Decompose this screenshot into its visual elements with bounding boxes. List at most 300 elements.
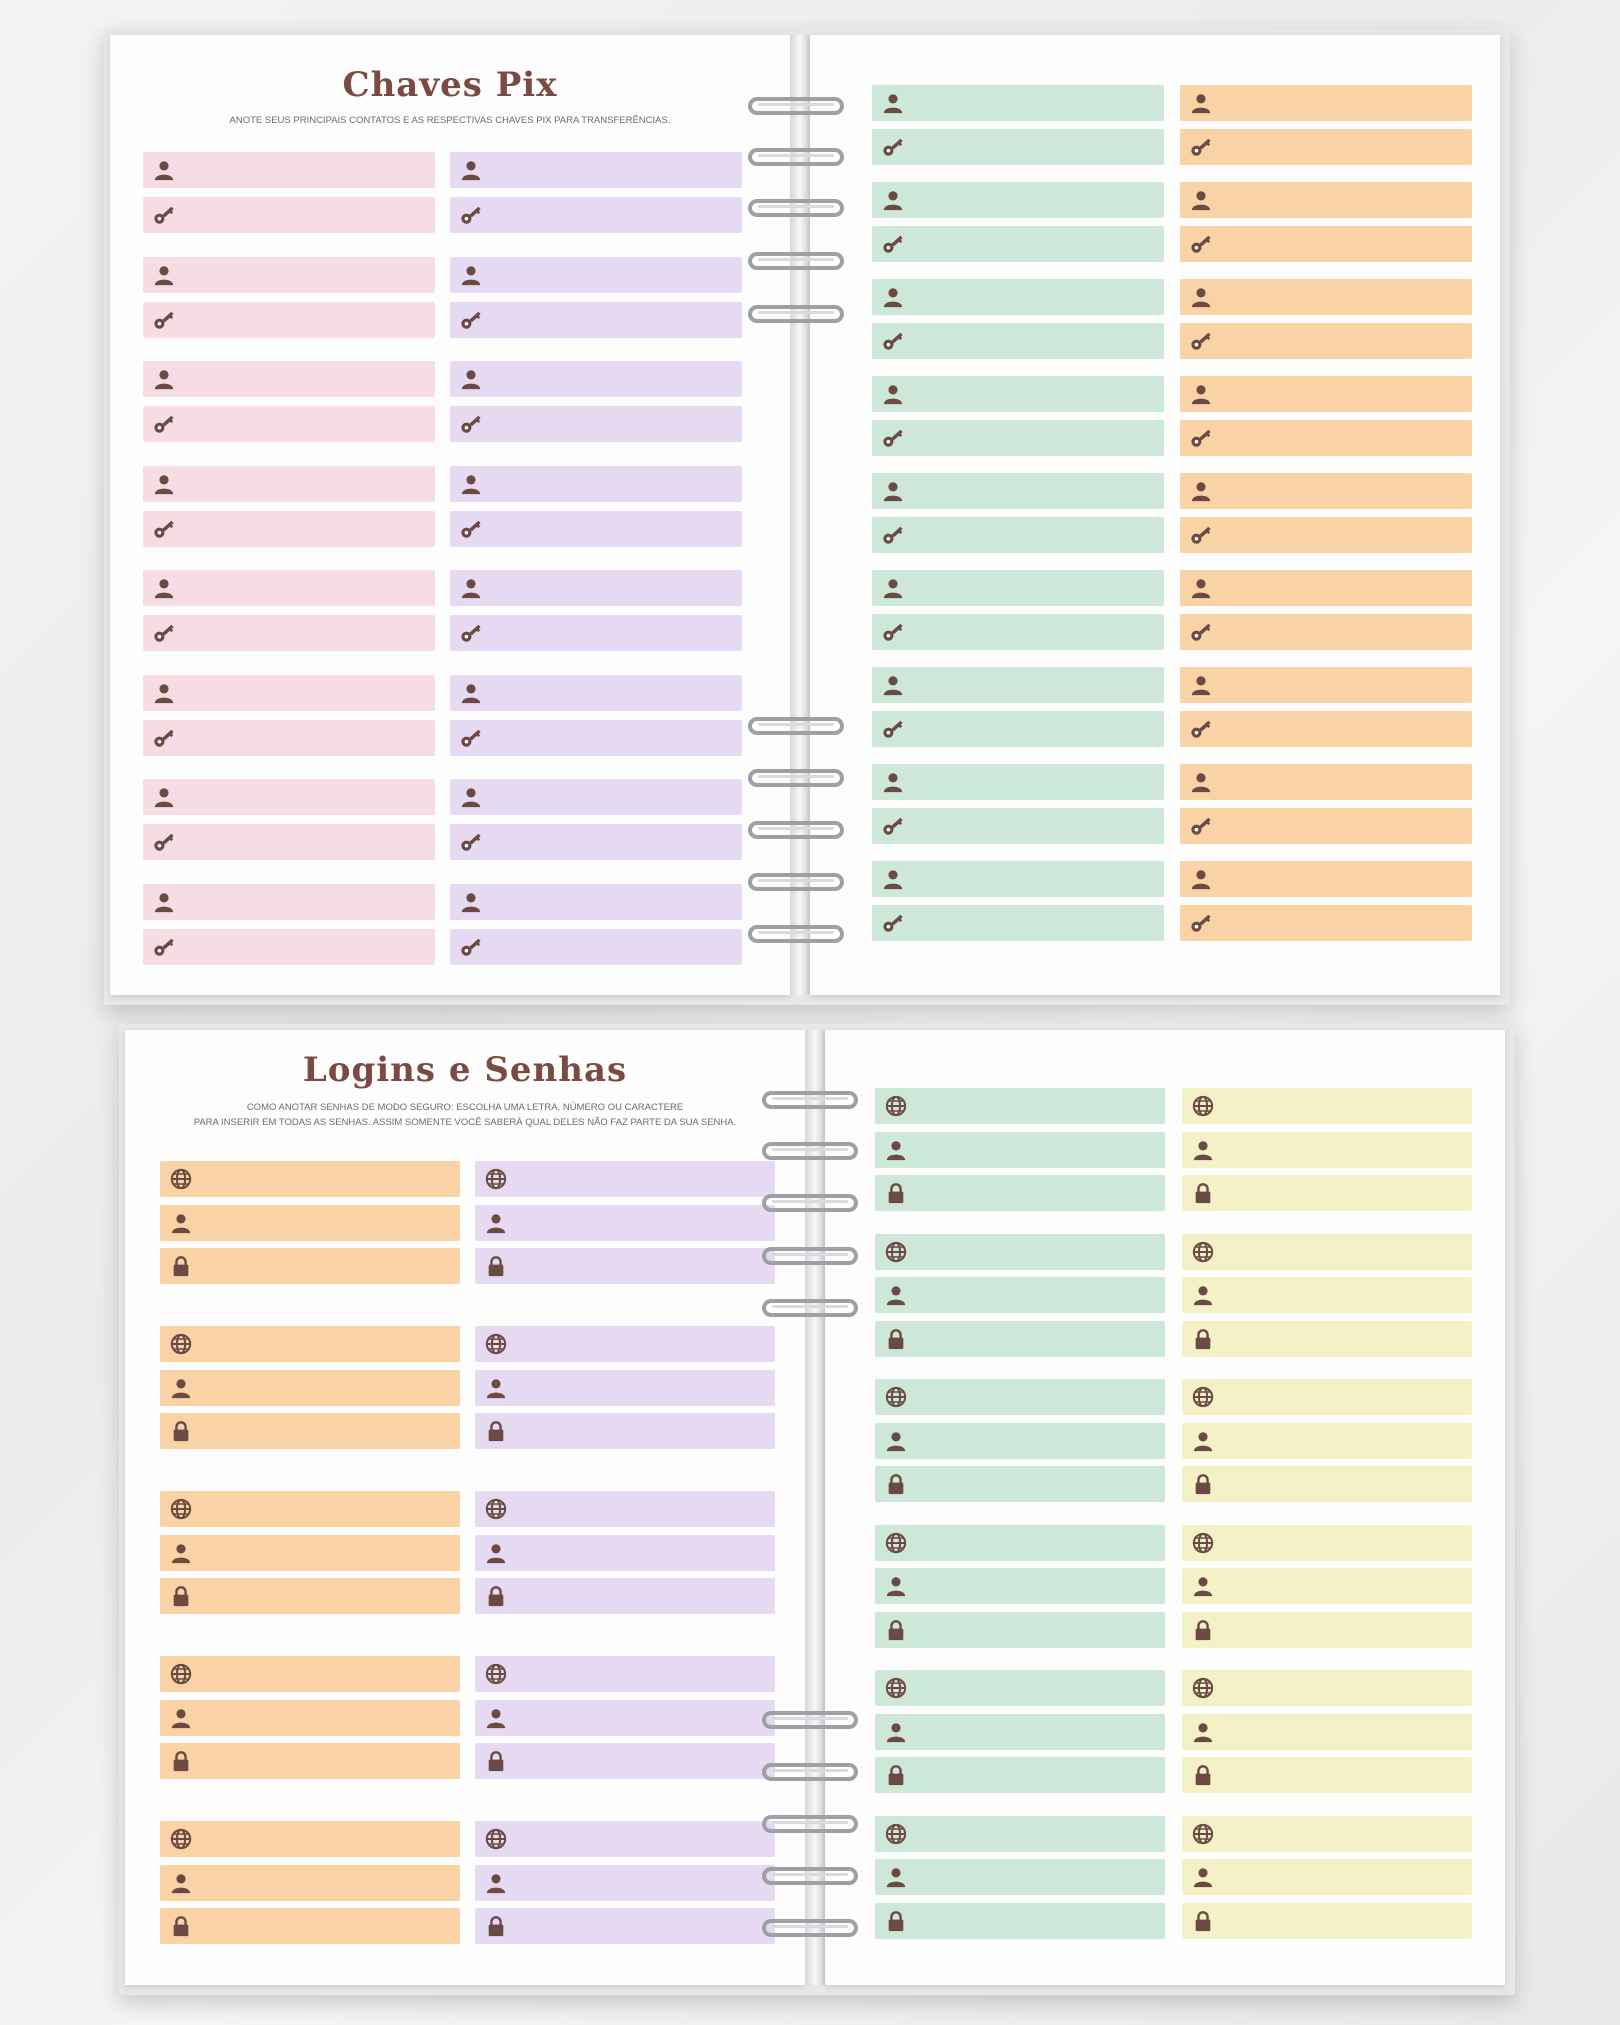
key-field[interactable] [1180,226,1472,262]
user-icon [885,1430,907,1452]
user-field[interactable] [450,257,742,293]
user-field[interactable] [143,675,435,711]
globe-field[interactable] [875,1234,1165,1270]
key-field[interactable] [143,302,435,338]
user-icon [153,577,175,599]
lock-field[interactable] [1182,1903,1472,1939]
globe-field[interactable] [875,1379,1165,1415]
user-field[interactable] [143,570,435,606]
user-icon [1190,383,1212,405]
key-icon [1190,233,1212,255]
user-icon [485,1707,507,1729]
key-icon [460,936,482,958]
user-icon [170,1542,192,1564]
lock-field[interactable] [160,1908,460,1944]
binding-ring [762,1299,858,1317]
binding-ring [762,1247,858,1265]
globe-icon [170,1828,192,1850]
key-icon [153,936,175,958]
globe-icon [885,1241,907,1263]
user-icon [1190,286,1212,308]
globe-icon [170,1168,192,1190]
spine [790,35,810,995]
user-icon [460,264,482,286]
key-icon [882,621,904,643]
user-field[interactable] [875,1132,1165,1168]
globe-field[interactable] [160,1326,460,1362]
logins-left-page [125,1030,805,1985]
logins-right-page [825,1030,1505,1985]
user-field[interactable] [143,884,435,920]
key-icon [460,622,482,644]
key-icon [1190,136,1212,158]
user-field[interactable] [872,85,1164,121]
globe-icon [170,1333,192,1355]
key-icon [1190,427,1212,449]
binding-ring [762,1867,858,1885]
user-icon [882,868,904,890]
key-field[interactable] [143,197,435,233]
globe-icon [485,1498,507,1520]
user-field[interactable] [875,1277,1165,1313]
globe-field[interactable] [475,1326,775,1362]
user-icon [882,92,904,114]
user-field[interactable] [1180,376,1472,412]
user-icon [170,1707,192,1729]
binding-ring [748,252,844,270]
user-icon [485,1872,507,1894]
user-field[interactable] [160,1205,460,1241]
binding-ring [762,1815,858,1833]
key-field[interactable] [450,406,742,442]
user-icon [1192,1430,1214,1452]
lock-field[interactable] [475,1413,775,1449]
pix-left-page [110,35,790,995]
user-field[interactable] [872,861,1164,897]
user-field[interactable] [450,152,742,188]
key-field[interactable] [450,929,742,965]
user-icon [153,264,175,286]
user-field[interactable] [160,1700,460,1736]
globe-field[interactable] [160,1491,460,1527]
globe-field[interactable] [1182,1816,1472,1852]
lock-field[interactable] [475,1578,775,1614]
globe-field[interactable] [1182,1525,1472,1561]
user-field[interactable] [160,1370,460,1406]
globe-field[interactable] [160,1656,460,1692]
globe-icon [170,1663,192,1685]
user-field[interactable] [1180,85,1472,121]
user-field[interactable] [872,279,1164,315]
globe-icon [1192,1095,1214,1117]
lock-field[interactable] [1182,1612,1472,1648]
key-field[interactable] [1180,905,1472,941]
lock-field[interactable] [1182,1757,1472,1793]
lock-icon [885,1182,907,1204]
user-field[interactable] [1182,1714,1472,1750]
user-field[interactable] [875,1859,1165,1895]
key-icon [882,718,904,740]
user-field[interactable] [143,466,435,502]
user-field[interactable] [1180,182,1472,218]
user-field[interactable] [450,884,742,920]
user-field[interactable] [475,1700,775,1736]
globe-field[interactable] [875,1088,1165,1124]
globe-field[interactable] [475,1656,775,1692]
user-icon [1192,1575,1214,1597]
key-icon [460,413,482,435]
key-field[interactable] [143,406,435,442]
user-icon [170,1377,192,1399]
key-icon [153,309,175,331]
lock-field[interactable] [1182,1466,1472,1502]
key-icon [1190,621,1212,643]
user-icon [153,473,175,495]
user-icon [1190,868,1212,890]
globe-field[interactable] [1182,1670,1472,1706]
binding-ring [748,769,844,787]
globe-icon [1192,1823,1214,1845]
key-icon [153,518,175,540]
key-field[interactable] [1180,517,1472,553]
user-icon [885,1139,907,1161]
globe-icon [1192,1677,1214,1699]
user-icon [1190,189,1212,211]
key-icon [153,413,175,435]
key-icon [882,330,904,352]
key-field[interactable] [450,302,742,338]
key-field[interactable] [450,720,742,756]
user-icon [170,1212,192,1234]
key-icon [1190,330,1212,352]
key-icon [153,727,175,749]
user-field[interactable] [450,466,742,502]
user-icon [153,786,175,808]
globe-field[interactable] [160,1161,460,1197]
key-field[interactable] [872,420,1164,456]
globe-icon [485,1828,507,1850]
user-icon [485,1212,507,1234]
key-icon [1190,815,1212,837]
user-icon [460,682,482,704]
user-icon [1192,1284,1214,1306]
key-icon [882,427,904,449]
globe-icon [170,1498,192,1520]
user-icon [1192,1721,1214,1743]
user-icon [1190,577,1212,599]
globe-field[interactable] [875,1670,1165,1706]
key-icon [1190,912,1212,934]
page-subtitle: ANOTE SEUS PRINCIPAIS CONTATOS E AS RESPECTIVAS CHAVES PIX PARA TRANSFERÊNCIAS. [229,115,671,126]
key-field[interactable] [872,905,1164,941]
user-icon [882,286,904,308]
lock-field[interactable] [875,1903,1165,1939]
key-icon [153,831,175,853]
key-field[interactable] [872,323,1164,359]
lock-icon [1192,1473,1214,1495]
globe-icon [885,1823,907,1845]
binding-ring [762,1142,858,1160]
user-field[interactable] [450,675,742,711]
key-field[interactable] [872,614,1164,650]
lock-field[interactable] [1182,1321,1472,1357]
key-field[interactable] [450,615,742,651]
globe-icon [885,1386,907,1408]
lock-field[interactable] [160,1248,460,1284]
globe-field[interactable] [875,1816,1165,1852]
lock-field[interactable] [160,1413,460,1449]
lock-icon [1192,1619,1214,1641]
user-field[interactable] [1182,1423,1472,1459]
user-field[interactable] [450,361,742,397]
key-field[interactable] [1180,420,1472,456]
user-icon [885,1866,907,1888]
lock-field[interactable] [875,1757,1165,1793]
globe-icon [1192,1241,1214,1263]
key-icon [1190,718,1212,740]
globe-icon [485,1663,507,1685]
lock-icon [170,1420,192,1442]
binding-ring [748,717,844,735]
key-icon [882,815,904,837]
user-field[interactable] [872,764,1164,800]
spine [805,1030,825,1985]
user-icon [460,473,482,495]
user-field[interactable] [1180,473,1472,509]
key-field[interactable] [450,197,742,233]
user-icon [170,1872,192,1894]
lock-field[interactable] [1182,1175,1472,1211]
key-icon [460,204,482,226]
lock-icon [885,1328,907,1350]
lock-field[interactable] [475,1743,775,1779]
globe-field[interactable] [160,1821,460,1857]
key-field[interactable] [1180,614,1472,650]
binding-ring [762,1919,858,1937]
user-field[interactable] [475,1205,775,1241]
globe-field[interactable] [1182,1379,1472,1415]
user-field[interactable] [872,473,1164,509]
globe-icon [885,1677,907,1699]
user-field[interactable] [1180,279,1472,315]
globe-field[interactable] [475,1161,775,1197]
lock-icon [885,1910,907,1932]
key-field[interactable] [1180,129,1472,165]
key-field[interactable] [872,711,1164,747]
binding-ring [748,305,844,323]
lock-icon [170,1585,192,1607]
lock-icon [1192,1910,1214,1932]
globe-field[interactable] [475,1821,775,1857]
user-field[interactable] [143,779,435,815]
user-icon [153,368,175,390]
globe-icon [885,1095,907,1117]
key-field[interactable] [143,824,435,860]
key-field[interactable] [143,511,435,547]
page-subtitle: COMO ANOTAR SENHAS DE MODO SEGURO: ESCOLHA UMA LETRA, NÚMERO OU CARACTERE PARA INSERIR EM TODAS AS SENHAS. ASSIM SOMENTE VOCÊ SABERÁ QUAL DELES NÃO FAZ PARTE DA SUA SENHA. [193,1102,737,1128]
key-field[interactable] [872,226,1164,262]
user-icon [153,891,175,913]
key-field[interactable] [143,720,435,756]
lock-field[interactable] [475,1248,775,1284]
binding-ring [748,925,844,943]
user-icon [885,1284,907,1306]
lock-icon [1192,1182,1214,1204]
pix-spread [110,35,1500,995]
key-icon [460,309,482,331]
lock-icon [885,1473,907,1495]
key-field[interactable] [872,129,1164,165]
user-icon [882,189,904,211]
user-icon [882,771,904,793]
lock-icon [1192,1328,1214,1350]
lock-icon [1192,1764,1214,1786]
user-field[interactable] [875,1423,1165,1459]
user-field[interactable] [1182,1568,1472,1604]
user-field[interactable] [872,182,1164,218]
page-title: Chaves Pix [342,65,558,105]
user-field[interactable] [875,1714,1165,1750]
binding-ring [762,1711,858,1729]
globe-icon [1192,1532,1214,1554]
user-icon [885,1575,907,1597]
user-field[interactable] [450,570,742,606]
key-icon [460,518,482,540]
user-field[interactable] [1180,764,1472,800]
lock-field[interactable] [875,1321,1165,1357]
user-field[interactable] [1180,570,1472,606]
binding-ring [762,1091,858,1109]
globe-icon [485,1168,507,1190]
key-icon [153,204,175,226]
lock-icon [885,1619,907,1641]
key-field[interactable] [872,808,1164,844]
user-icon [1190,771,1212,793]
user-field[interactable] [160,1865,460,1901]
user-field[interactable] [475,1535,775,1571]
key-field[interactable] [143,929,435,965]
user-field[interactable] [143,361,435,397]
key-field[interactable] [1180,323,1472,359]
lock-field[interactable] [160,1743,460,1779]
lock-icon [485,1420,507,1442]
lock-field[interactable] [875,1466,1165,1502]
key-field[interactable] [872,517,1164,553]
user-icon [1190,674,1212,696]
logins-spread [125,1030,1505,1985]
user-field[interactable] [1182,1859,1472,1895]
user-icon [882,577,904,599]
key-icon [1190,524,1212,546]
lock-field[interactable] [475,1908,775,1944]
binding-ring [748,199,844,217]
user-icon [153,682,175,704]
key-field[interactable] [143,615,435,651]
globe-icon [485,1333,507,1355]
key-icon [882,912,904,934]
user-icon [485,1377,507,1399]
globe-field[interactable] [1182,1234,1472,1270]
user-field[interactable] [475,1370,775,1406]
lock-icon [170,1255,192,1277]
binding-ring [762,1763,858,1781]
user-field[interactable] [1182,1132,1472,1168]
user-icon [460,368,482,390]
globe-field[interactable] [1182,1088,1472,1124]
lock-icon [485,1750,507,1772]
user-field[interactable] [475,1865,775,1901]
user-icon [460,891,482,913]
user-field[interactable] [143,257,435,293]
user-field[interactable] [875,1568,1165,1604]
globe-field[interactable] [875,1525,1165,1561]
lock-field[interactable] [875,1612,1165,1648]
user-field[interactable] [160,1535,460,1571]
lock-icon [485,1585,507,1607]
lock-icon [485,1255,507,1277]
lock-icon [485,1915,507,1937]
key-field[interactable] [450,511,742,547]
user-icon [1192,1866,1214,1888]
user-icon [882,383,904,405]
binding-ring [748,97,844,115]
user-field[interactable] [1180,667,1472,703]
pix-right-page [810,35,1500,995]
user-field[interactable] [872,376,1164,412]
binding-ring [748,821,844,839]
lock-field[interactable] [875,1175,1165,1211]
user-field[interactable] [143,152,435,188]
user-icon [882,674,904,696]
key-icon [882,233,904,255]
user-icon [1190,92,1212,114]
user-field[interactable] [1182,1277,1472,1313]
page-title: Logins e Senhas [302,1050,628,1090]
user-icon [485,1542,507,1564]
globe-icon [885,1532,907,1554]
user-field[interactable] [872,570,1164,606]
lock-field[interactable] [160,1578,460,1614]
lock-icon [170,1750,192,1772]
user-field[interactable] [450,779,742,815]
globe-icon [1192,1386,1214,1408]
user-icon [460,577,482,599]
key-field[interactable] [1180,808,1472,844]
key-icon [882,136,904,158]
key-icon [882,524,904,546]
user-icon [460,786,482,808]
key-icon [460,831,482,853]
lock-icon [170,1915,192,1937]
globe-field[interactable] [475,1491,775,1527]
user-icon [1190,480,1212,502]
user-field[interactable] [1180,861,1472,897]
key-icon [153,622,175,644]
user-icon [153,159,175,181]
binding-ring [762,1194,858,1212]
user-icon [1192,1139,1214,1161]
user-field[interactable] [872,667,1164,703]
user-icon [885,1721,907,1743]
key-field[interactable] [450,824,742,860]
user-icon [460,159,482,181]
key-icon [460,727,482,749]
binding-ring [748,873,844,891]
user-icon [882,480,904,502]
key-field[interactable] [1180,711,1472,747]
binding-ring [748,148,844,166]
lock-icon [885,1764,907,1786]
